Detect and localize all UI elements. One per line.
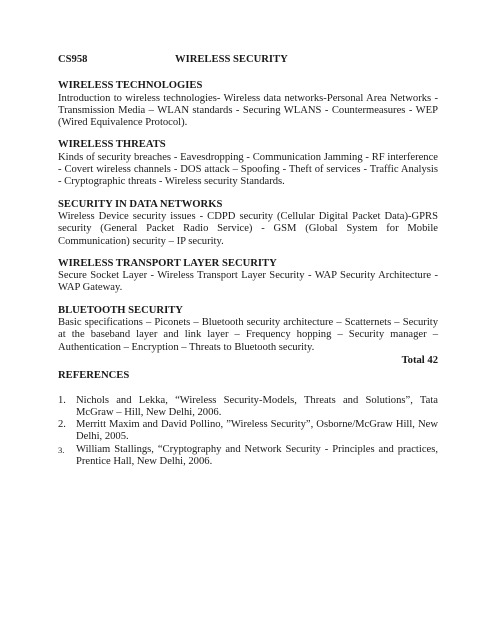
section-title: BLUETOOTH SECURITY (58, 304, 183, 316)
reference-item (58, 419, 438, 444)
section-title: WIRELESS TRANSPORT LAYER SECURITY (58, 257, 277, 269)
section-security-in-data-networks (58, 199, 438, 248)
section-title: SECURITY IN DATA NETWORKS (58, 198, 223, 210)
reference-number: 2. (58, 419, 66, 431)
course-header (58, 54, 438, 66)
section-body: Introduction to wireless technologies- Wireless data networks-Personal Area Networks - Transmission Media – WLAN standards - Securing WLANS - Countermeasures - WEP (Wired Equivalence Protocol). (58, 92, 438, 129)
reference-text: William Stallings, “Cryptography and Network Security - Principles and practices, Prentice Hall, New Delhi, 2006. (76, 443, 438, 468)
reference-text: Merritt Maxim and David Pollino, ”Wireless Security”, Osborne/McGraw Hill, New Delhi, 2005. (76, 419, 438, 443)
syllabus-page (58, 54, 438, 468)
reference-number: 3. (58, 444, 65, 455)
section-body: Basic specifications – Piconets – Bluetooth security architecture – Scatternets – Security at the baseband layer and link layer – Frequency hopping – Security manager – Authentication – Encryption – Threats to Bluetooth security. (58, 317, 438, 353)
references-title: REFERENCES (58, 370, 130, 382)
section-body: Wireless Device security issues - CDPD security (Cellular Digital Packet Data)-GPRS security (General Packet Radio Service) - GSM (Global System for Mobile Communication) security – IP security. (58, 210, 438, 247)
section-bluetooth-security (58, 305, 438, 354)
reference-text: Nichols and Lekka, “Wireless Security-Models, Threats and Solutions”, Tata McGraw – Hill, New Delhi, 2006. (76, 394, 438, 418)
reference-item (58, 395, 438, 420)
section-body: Secure Socket Layer - Wireless Transport Layer Security - WAP Security Architecture - WAP Gateway. (58, 270, 438, 294)
section-wireless-transport-layer-security (58, 258, 438, 295)
section-title: WIRELESS TECHNOLOGIES (58, 80, 203, 92)
reference-number: 1. (58, 394, 66, 406)
section-wireless-technologies (58, 80, 438, 129)
total-hours: Total 42 (401, 354, 438, 366)
section-body: Kinds of security breaches - Eavesdropping - Communication Jamming - RF interference - Covert wireless channels - DOS attack – Spoofing - Theft of services - Traffic Analysis - Cryptographic threats - Wireless security Standards. (58, 151, 438, 188)
references-list (58, 395, 438, 469)
section-wireless-threats (58, 139, 438, 188)
course-code: CS958 (58, 54, 88, 65)
course-title: WIRELESS SECURITY (175, 54, 288, 65)
reference-item (58, 444, 438, 469)
section-title: WIRELESS THREATS (58, 139, 166, 151)
